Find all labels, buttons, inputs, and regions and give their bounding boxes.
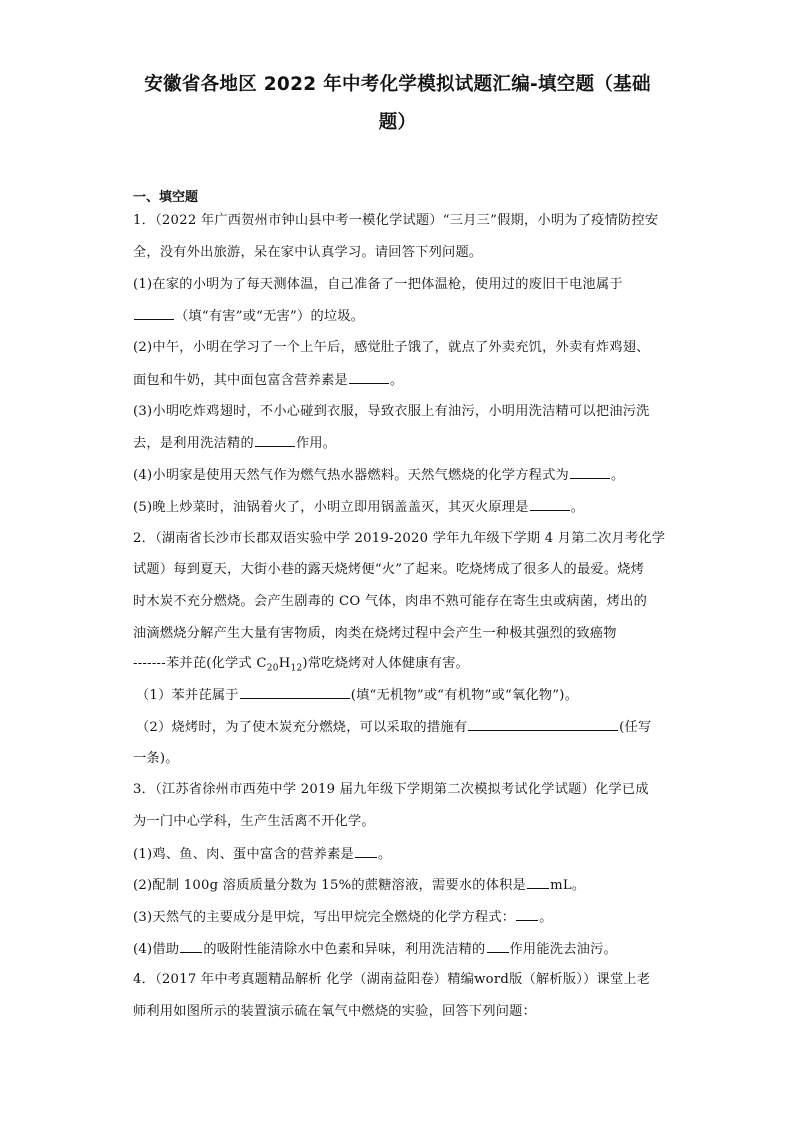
answer-blank[interactable] (255, 434, 295, 447)
q1-text: （填“有害”或“无害”）的垃圾。 (175, 309, 365, 324)
q1-line: (3)小明吃炸鸡翅时，不小心碰到衣服，导致衣服上有油污，小明用洗洁精可以把油污洗 (133, 404, 650, 419)
q1-line: (1)在家的小明为了每天测体温，自己准备了一把体温枪，使用过的废旧干电池属于 (133, 277, 623, 292)
q2-text: (填“无机物”或“有机物”或“氧化物”)。 (350, 688, 579, 703)
q1-text: 去，是利用洗洁精的 (133, 436, 254, 451)
answer-blank[interactable] (530, 498, 570, 511)
q3-text: 作用能洗去油污。 (509, 942, 617, 957)
q1-text: 。 (570, 500, 585, 515)
q2-line (136, 686, 578, 705)
answer-blank[interactable] (240, 686, 350, 699)
q1-text: (5)晚上炒菜时，油锅着火了，小明立即用锅盖盖灭，其灭火原理是 (133, 500, 529, 515)
answer-blank[interactable] (134, 307, 174, 320)
q2-line (133, 655, 469, 673)
q1-line (133, 466, 624, 485)
subscript: 20 (266, 663, 279, 674)
q3-text: 的吸附性能清除水中色素和异味，利用洗洁精的 (203, 942, 486, 957)
answer-blank[interactable] (355, 845, 377, 858)
q1-line (133, 434, 336, 453)
q1-text: 。 (611, 468, 625, 483)
q3-text: 。 (539, 910, 553, 925)
subscript: 12 (290, 663, 303, 674)
q1-line (133, 498, 584, 517)
q2-line: 试题）每到夏天，大街小巷的露天烧烤便“火”了起来。吃烧烤成了很多人的最爱。烧烤 (133, 562, 645, 577)
q3-line: 为一门中心学科，生产生活离不开化学。 (133, 814, 375, 829)
q2-line: 时木炭不充分燃烧。会产生剧毒的 CO 气体，肉串不熟可能存在寄生虫或病菌，烤出的 (133, 594, 648, 609)
q4-line: 师利用如图所示的装置演示硫在氧气中燃烧的实验，回答下列问题： (133, 1004, 537, 1019)
q2-text: -------苯并芘(化学式 C (133, 656, 267, 671)
q3-line (133, 876, 585, 895)
title-line-1: 安徽省各地区 2022 年中考化学模拟试题汇编-填空题（基础 (144, 74, 651, 95)
answer-blank[interactable] (527, 876, 549, 889)
q1-text: 作用。 (295, 436, 337, 451)
q3-line (133, 845, 391, 864)
document-title (120, 66, 675, 142)
q3-line: 3．（江苏省徐州市西苑中学 2019 届九年级下学期第二次模拟考试化学试题）化学已成 (133, 782, 649, 797)
q1-text: (4)小明家是使用天然气作为燃气热水器燃料。天然气燃烧的化学方程式为 (133, 468, 569, 483)
q2-text: )常吃烧烤对人体健康有害。 (302, 656, 470, 671)
q2-line: 2．（湖南省长沙市长郡双语实验中学 2019-2020 学年九年级下学期 4 月第二次月考化学 (133, 531, 666, 546)
q3-text: (2)配制 100g 溶质质量分数为 15%的蔗糖溶液，需要水的体积是 (133, 878, 527, 893)
title-line-2: 题） (378, 112, 417, 133)
answer-blank[interactable] (487, 940, 509, 953)
q2-line: 油滴燃烧分解产生大量有害物质，肉类在烧烤过程中会产生一种极其强烈的致癌物 (133, 626, 617, 641)
answer-blank[interactable] (180, 940, 202, 953)
q1-text: 。 (390, 373, 404, 388)
q2-text: (任写 (619, 720, 652, 735)
answer-blank[interactable] (349, 371, 389, 384)
q2-text: H (278, 656, 291, 671)
q3-text: mL。 (550, 878, 586, 893)
q4-line: 4．（2017 年中考真题精品解析 化学（湖南益阳卷）精编word版（解析版））课堂上老 (133, 972, 651, 987)
q3-line (133, 908, 553, 927)
answer-blank[interactable] (516, 908, 538, 921)
q3-text: 。 (378, 847, 392, 862)
q2-text: （1）苯并芘属于 (136, 688, 239, 703)
q1-line (133, 371, 403, 390)
q1-line: (2)中午，小明在学习了一个上午后，感觉肚子饿了，就点了外卖充饥，外卖有炸鸡翅、 (133, 340, 650, 355)
answer-blank[interactable] (570, 466, 610, 479)
q2-line: 一条)。 (133, 751, 179, 766)
q3-text: (1)鸡、鱼、肉、蛋中富含的营养素是 (133, 847, 354, 862)
section-heading: 一、填空题 (133, 190, 199, 205)
q1-line (133, 307, 364, 326)
q2-line (136, 718, 651, 737)
q3-text: (3)天然气的主要成分是甲烷，写出甲烷完全燃烧的化学方程式： (133, 910, 516, 925)
q1-line: 1．（2022 年广西贺州市钟山县中考一模化学试题）“三月三”假期，小明为了疫情防控安 (133, 213, 659, 228)
q2-text: （2）烧烤时，为了使木炭充分燃烧，可以采取的措施有 (136, 720, 468, 735)
q3-text: (4)借助 (133, 942, 180, 957)
q1-line: 全，没有外出旅游，呆在家中认真学习。请回答下列问题。 (133, 245, 483, 260)
q1-text: 面包和牛奶，其中面包富含营养素是 (133, 373, 348, 388)
q3-line (133, 940, 617, 959)
answer-blank[interactable] (468, 718, 618, 731)
